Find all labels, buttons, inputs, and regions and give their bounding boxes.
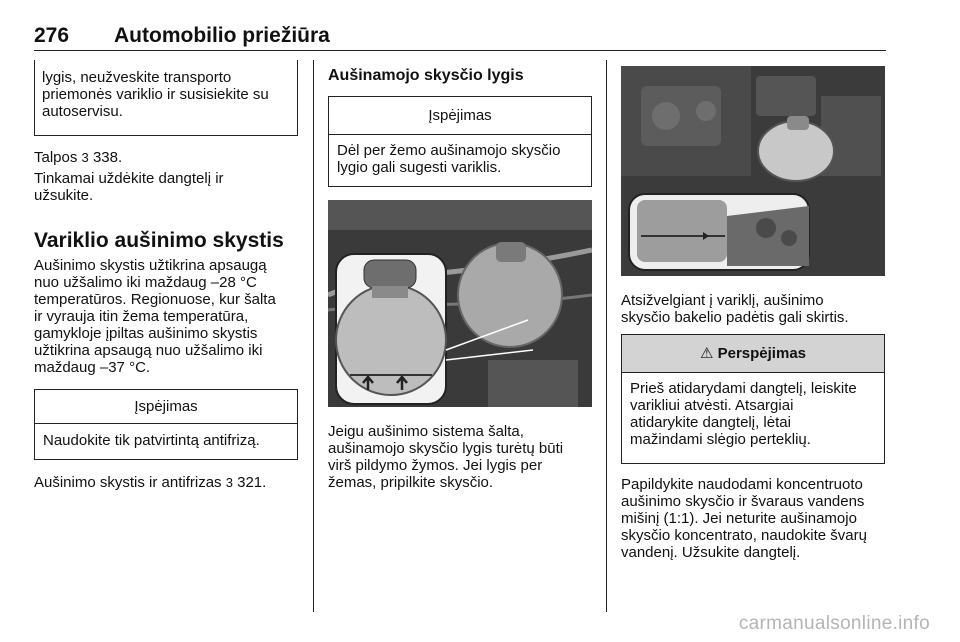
text-line: Prieš atidarydami dangtelį, leiskite [630, 380, 857, 397]
watermark: carmanualsonline.info [738, 613, 930, 634]
text-line: ir vyrauja itin žema temperatūra, [34, 308, 249, 325]
page-title: Automobilio priežiūra [114, 24, 330, 47]
paragraph-coolant [34, 257, 276, 376]
text-line: Atsižvelgiant į variklį, aušinimo [621, 292, 824, 309]
continued-warning-text [34, 60, 297, 120]
coolant-reservoir-drawing [328, 200, 592, 407]
caution-title: Perspėjimas [717, 345, 806, 362]
text-line: užtikrina apsaugą nuo užšalimo iki [34, 342, 263, 359]
reference-capacities[interactable] [34, 149, 122, 166]
reference-page: 338. [92, 149, 123, 166]
text-line: mažindami slėgio perteklių. [630, 431, 811, 448]
header-rule [34, 50, 886, 51]
column-rule-2 [606, 60, 607, 612]
warning-triangle-icon: ⚠ [699, 345, 714, 362]
text-line: virš pildymo žymos. Jei lygis per [328, 457, 543, 474]
reference-text: Talpos [34, 149, 78, 166]
text-line: Tinkamai uždėkite dangtelį ir [34, 170, 224, 187]
text-line: lygio gali sugesti variklis. [337, 159, 502, 176]
text-line: vandenį. Užsukite dangtelį. [621, 544, 801, 561]
text-line: skysčio koncentrato, naudokite švarų [621, 527, 867, 544]
warning-box-low-level [328, 96, 592, 187]
reference-text: Aušinimo skystis ir antifrizas [34, 474, 222, 491]
continued-warning-line: autoservisu. [42, 103, 123, 120]
warning-body [329, 135, 591, 176]
text-line: temperatūros. Regionuose, kur šalta [34, 291, 276, 308]
section-heading-coolant-level: Aušinamojo skysčio lygis [328, 67, 524, 84]
text-line: atidarykite dangtelį, lėtai [630, 414, 791, 431]
engine-bay-drawing [621, 66, 885, 276]
text-line: maždaug –37 °C. [34, 359, 151, 376]
page-reference-icon: 3 [225, 475, 233, 490]
coolant-reservoir-illustration [328, 200, 592, 407]
text-line: varikliui atvėsti. Atsargiai [630, 397, 794, 414]
text-line: mišinį (1:1). Jei neturite aušinamojo [621, 510, 857, 527]
section-heading-coolant: Variklio aušinimo skystis [34, 229, 284, 252]
reference-antifreeze[interactable] [34, 474, 266, 491]
text-line: žemas, pripilkite skysčio. [328, 474, 494, 491]
continued-warning-line: lygis, neužveskite transporto [42, 69, 232, 86]
text-line: užsukite. [34, 187, 94, 204]
warning-box-antifreeze [34, 389, 298, 460]
text-line: gamykloje įpiltas aušinimo skystis [34, 325, 258, 342]
caution-body [622, 373, 884, 448]
text-line: Jeigu aušinimo sistema šalta, [328, 423, 524, 440]
warning-title: Įspėjimas [35, 390, 297, 424]
text-line: aušinimo skysčio ir švaraus vandens [621, 493, 865, 510]
paragraph-position-varies [621, 292, 849, 326]
text-line: aušinamojo skysčio lygis turėtų būti [328, 440, 564, 457]
reference-page: 321. [237, 474, 267, 491]
warning-body: Naudokite tik patvirtintą antifrizą. [43, 432, 260, 449]
engine-bay-illustration [621, 66, 885, 276]
text-line: Dėl per žemo aušinamojo skysčio [337, 142, 561, 159]
text-line: skysčio bakelio padėtis gali skirtis. [621, 309, 849, 326]
paragraph-fill-mark [328, 423, 563, 491]
column-rule-1 [313, 60, 314, 612]
paragraph-refill [621, 476, 867, 561]
caution-header [622, 335, 884, 373]
text-line: Papildykite naudodami koncentruoto [621, 476, 863, 493]
caution-box-cap [621, 334, 885, 464]
text-line: Aušinimo skystis užtikrina apsaugą [34, 257, 267, 274]
continued-warning-box [34, 60, 298, 136]
warning-title: Įspėjimas [329, 97, 591, 135]
text-line: nuo užšalimo iki maždaug –28 °C [34, 274, 257, 291]
continued-warning-line: priemonės variklio ir susisiekite su [42, 86, 269, 103]
page-reference-icon: 3 [81, 150, 89, 165]
paragraph-cap [34, 170, 224, 204]
page-number: 276 [34, 24, 70, 47]
